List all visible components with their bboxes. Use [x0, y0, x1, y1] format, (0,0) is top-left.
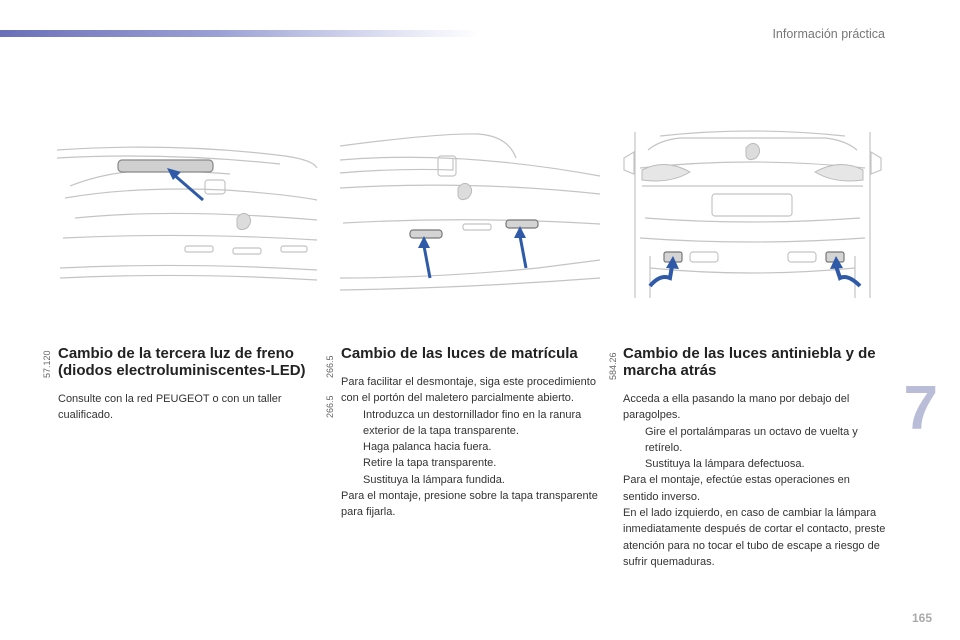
ref-code-section-1: 57.120: [42, 350, 52, 378]
bullet-marker-icon: [623, 424, 645, 457]
section-title: Cambio de las luces antiniebla y de marcha atrás: [623, 345, 876, 379]
bullet-text: Sustituya la lámpara fundida.: [363, 473, 505, 486]
bullet-marker-icon: [341, 455, 363, 471]
chapter-number: 7: [903, 374, 938, 443]
bullet-item: [341, 439, 606, 455]
section-title: Cambio de la tercera luz de freno (diodos electroluminiscentes-LED): [58, 345, 306, 379]
page-number: 165: [911, 611, 932, 625]
ref-code-section-2-bottom: 266.5: [325, 395, 335, 418]
bullet-item: [341, 407, 606, 440]
section-body: [341, 374, 606, 521]
bullet-marker-icon: [623, 456, 645, 472]
paragraph: Para el montaje, efectúe estas operaciones en sentido inverso.: [623, 474, 850, 503]
illustration-number-plate-lights: [338, 128, 603, 306]
section-title: Cambio de las luces de matrícula: [341, 345, 578, 362]
bullet-text: Sustituya la lámpara defectuosa.: [645, 458, 805, 471]
bullet-item: [341, 472, 606, 488]
bullet-marker-icon: [341, 472, 363, 488]
ref-code-section-3: 584.26: [608, 352, 618, 380]
section-number-plate-lights: [341, 345, 606, 521]
header-accent-bar: [0, 30, 480, 37]
bullet-marker-icon: [341, 407, 363, 440]
ref-code-section-2-top: 266.5: [325, 355, 335, 378]
section-body: [58, 391, 323, 424]
paragraph: Para facilitar el desmontaje, siga este procedimiento con el portón del maletero parcialmente abierto.: [341, 376, 596, 405]
section-third-brake-light: [58, 345, 323, 424]
header-title: Información práctica: [772, 27, 885, 41]
bullet-marker-icon: [341, 439, 363, 455]
bullet-text: Retire la tapa transparente.: [363, 457, 497, 470]
paragraph: Consulte con la red PEUGEOT o con un taller cualificado.: [58, 393, 282, 422]
bullet-item: [623, 456, 888, 472]
section-fog-reversing-lights: [623, 345, 888, 570]
paragraph: En el lado izquierdo, en caso de cambiar la lámpara inmediatamente después de cortar el contacto, preste atención para no tocar el tubo de escape a riesgo de sufrir quemaduras.: [623, 507, 886, 568]
car-rear-drawing: [620, 128, 885, 306]
bullet-text: Haga palanca hacia fuera.: [363, 441, 492, 454]
illustration-third-brake-light: [55, 128, 320, 306]
illustration-fog-reversing-lights: [620, 128, 885, 306]
bullet-text: Introduzca un destornillador fino en la ranura exterior de la tapa transparente.: [363, 408, 582, 437]
tailgate-drawing: [338, 128, 603, 306]
section-body: [623, 391, 888, 570]
paragraph: Acceda a ella pasando la mano por debajo del paragolpes.: [623, 393, 850, 422]
bullet-item: [341, 455, 606, 471]
bullet-item: [623, 424, 888, 457]
rear-spoiler-drawing: [55, 128, 320, 306]
bullet-text: Gire el portalámparas un octavo de vuelta y retírelo.: [645, 425, 858, 454]
paragraph: Para el montaje, presione sobre la tapa transparente para fijarla.: [341, 490, 598, 519]
